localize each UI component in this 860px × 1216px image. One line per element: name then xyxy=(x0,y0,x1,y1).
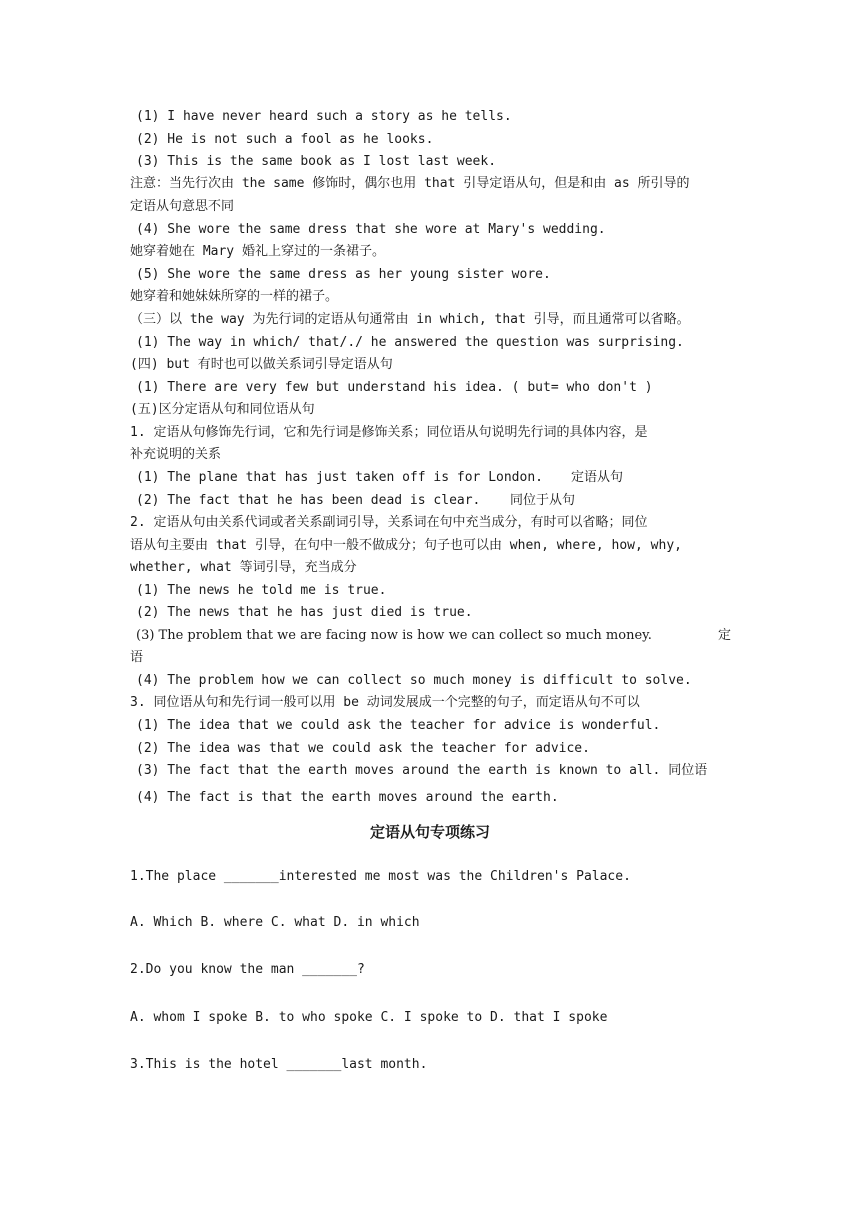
rule-text: 2. 定语从句由关系代词或者关系副词引导，关系词在句中充当成分，有时可以省略；同位 xyxy=(130,515,648,530)
clause-type-tag: 语 xyxy=(130,650,144,665)
example-line: (4) She wore the same dress that she wore at Mary's wedding. xyxy=(136,222,606,237)
question-text: 2.Do you know the man _______? xyxy=(130,962,365,977)
rule-text: 补充说明的关系 xyxy=(130,447,222,462)
question-options: A. Which B. where C. what D. in which xyxy=(130,915,420,930)
section-heading: （三）以 the way 为先行词的定语从句通常由 in which, that 引导，而且通常可以省略。 xyxy=(130,312,690,327)
question-options: A. whom I spoke B. to who spoke C. I spoke to D. that I spoke xyxy=(130,1010,608,1025)
section-heading: (五)区分定语从句和同位语从句 xyxy=(130,402,315,417)
example-line: (2) The idea was that we could ask the teacher for advice. xyxy=(136,741,590,756)
note-text: 注意：当先行次由 the same 修饰时，偶尔也用 that 引导定语从句，但是和由 as 所引导的 xyxy=(130,176,690,191)
example-line: (3) The problem that we are facing now is how we can collect so much money. xyxy=(136,628,652,643)
example-line: (5) She wore the same dress as her young sister wore. xyxy=(136,267,551,282)
rule-text: 语从句主要由 that 引导，在句中一般不做成分；句子也可以由 when, where, how, why, xyxy=(130,538,682,553)
note-text: 定语从句意思不同 xyxy=(130,199,235,214)
example-line: (1) The way in which/ that/./ he answered the question was surprising. xyxy=(136,335,684,350)
example-line: (1) The news he told me is true. xyxy=(136,583,387,598)
example-line: (2) He is not such a fool as he looks. xyxy=(136,132,434,147)
question-text: 3.This is the hotel _______last month. xyxy=(130,1057,428,1072)
rule-text: 3. 同位语从句和先行词一般可以用 be 动词发展成一个完整的句子，而定语从句不可以 xyxy=(130,695,640,710)
example-line: (3) This is the same book as I lost last week. xyxy=(136,154,497,169)
rule-text: whether, what 等词引导，充当成分 xyxy=(130,560,357,575)
question-text: 1.The place _______interested me most was the Children's Palace. xyxy=(130,869,631,884)
example-line: (2) The fact that he has been dead is clear. xyxy=(136,493,481,508)
clause-type-tag: 同位于从句 xyxy=(510,493,576,508)
clause-type-tag: 定语从句 xyxy=(571,470,624,485)
example-line: (3) The fact that the earth moves around the earth is known to all. 同位语 xyxy=(136,763,708,778)
exercise-title: 定语从句专项练习 xyxy=(369,823,490,841)
clause-type-tag: 定 xyxy=(718,628,732,643)
rule-text: 1. 定语从句修饰先行词，它和先行词是修饰关系；同位语从句说明先行词的具体内容，是 xyxy=(130,425,648,440)
example-line: (4) The problem how we can collect so much money is difficult to solve. xyxy=(136,673,692,688)
example-line: (4) The fact is that the earth moves around the earth. xyxy=(136,790,559,805)
example-line: (1) The plane that has just taken off is for London. xyxy=(136,470,543,485)
translation-text: 她穿着和她妹妹所穿的一样的裙子。 xyxy=(130,289,339,304)
example-line: (2) The news that he has just died is true. xyxy=(136,605,473,620)
example-line: (1) There are very few but understand his idea. ( but= who don't ) xyxy=(136,380,653,395)
translation-text: 她穿着她在 Mary 婚礼上穿过的一条裙子。 xyxy=(130,244,385,259)
example-line: (1) The idea that we could ask the teacher for advice is wonderful. xyxy=(136,718,661,733)
section-heading: (四) but 有时也可以做关系词引导定语从句 xyxy=(130,357,393,372)
example-line: (1) I have never heard such a story as he tells. xyxy=(136,109,512,124)
